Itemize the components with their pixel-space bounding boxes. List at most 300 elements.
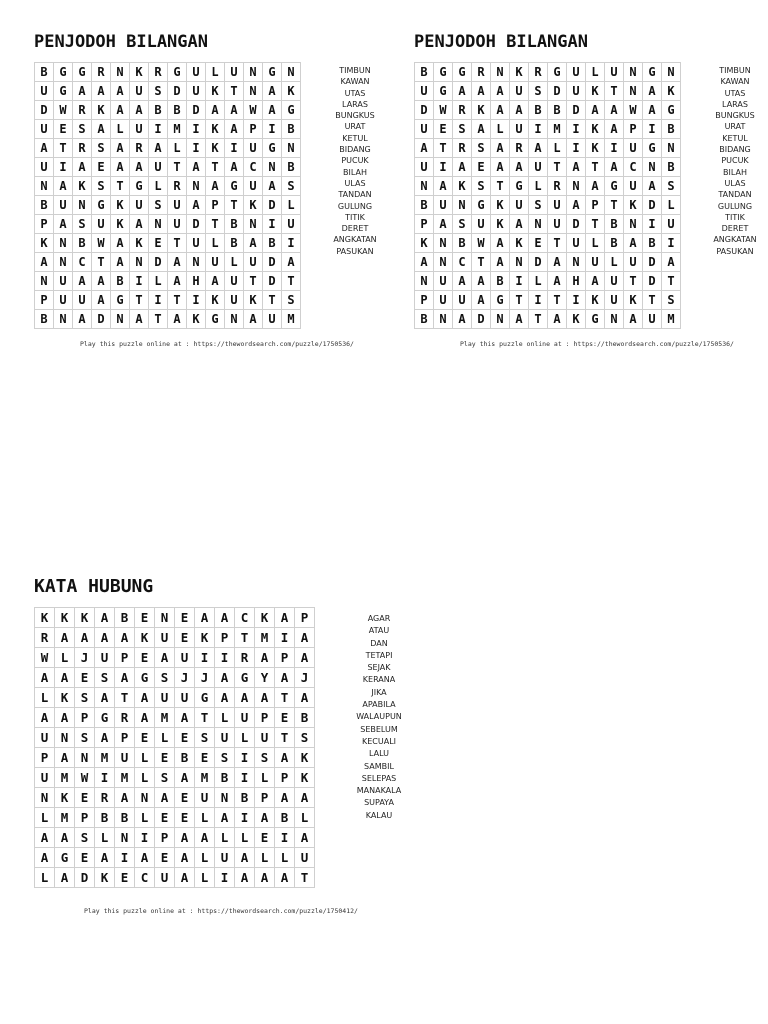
grid-cell[interactable]: E — [115, 868, 135, 888]
grid-cell[interactable]: N — [130, 253, 149, 272]
grid-cell[interactable]: A — [206, 101, 225, 120]
grid-cell[interactable]: R — [73, 101, 92, 120]
grid-cell[interactable]: S — [295, 728, 315, 748]
grid-cell[interactable]: B — [115, 608, 135, 628]
grid-cell[interactable]: U — [73, 291, 92, 310]
grid-cell[interactable]: P — [215, 628, 235, 648]
grid-cell[interactable]: A — [434, 215, 453, 234]
grid-cell[interactable]: I — [643, 215, 662, 234]
grid-cell[interactable]: D — [168, 82, 187, 101]
grid-cell[interactable]: A — [175, 828, 195, 848]
grid-cell[interactable]: B — [662, 120, 681, 139]
grid-cell[interactable]: A — [453, 158, 472, 177]
grid-cell[interactable]: B — [295, 708, 315, 728]
grid-cell[interactable]: P — [295, 608, 315, 628]
grid-cell[interactable]: U — [662, 215, 681, 234]
grid-cell[interactable]: T — [510, 291, 529, 310]
grid-cell[interactable]: G — [195, 688, 215, 708]
grid-cell[interactable]: W — [75, 768, 95, 788]
grid-cell[interactable]: A — [187, 158, 206, 177]
grid-cell[interactable]: U — [244, 139, 263, 158]
grid-cell[interactable]: A — [624, 310, 643, 329]
grid-cell[interactable]: E — [175, 808, 195, 828]
grid-cell[interactable]: K — [662, 82, 681, 101]
grid-cell[interactable]: N — [73, 196, 92, 215]
grid-cell[interactable]: A — [643, 82, 662, 101]
grid-cell[interactable]: E — [529, 234, 548, 253]
grid-cell[interactable]: R — [453, 101, 472, 120]
grid-cell[interactable]: A — [605, 158, 624, 177]
grid-cell[interactable]: A — [510, 310, 529, 329]
grid-cell[interactable]: A — [135, 848, 155, 868]
puzzle-footer-link[interactable]: Play this puzzle online at : https://thewordsearch.com/puzzle/1750536/ — [460, 340, 734, 348]
grid-cell[interactable]: A — [55, 828, 75, 848]
grid-cell[interactable]: U — [54, 291, 73, 310]
grid-cell[interactable]: U — [195, 788, 215, 808]
grid-cell[interactable]: U — [548, 215, 567, 234]
grid-cell[interactable]: B — [263, 234, 282, 253]
grid-cell[interactable]: A — [35, 708, 55, 728]
grid-cell[interactable]: T — [434, 139, 453, 158]
grid-cell[interactable]: I — [95, 768, 115, 788]
grid-cell[interactable]: L — [586, 234, 605, 253]
grid-cell[interactable]: P — [75, 808, 95, 828]
grid-cell[interactable]: G — [206, 310, 225, 329]
grid-cell[interactable]: G — [92, 196, 111, 215]
grid-cell[interactable]: N — [244, 63, 263, 82]
grid-cell[interactable]: G — [586, 310, 605, 329]
grid-cell[interactable]: A — [510, 215, 529, 234]
grid-cell[interactable]: U — [115, 748, 135, 768]
grid-cell[interactable]: P — [155, 828, 175, 848]
grid-cell[interactable]: U — [295, 848, 315, 868]
grid-cell[interactable]: A — [115, 668, 135, 688]
grid-cell[interactable]: S — [75, 688, 95, 708]
grid-cell[interactable]: G — [643, 139, 662, 158]
grid-cell[interactable]: B — [415, 310, 434, 329]
grid-cell[interactable]: A — [472, 82, 491, 101]
grid-cell[interactable]: A — [605, 120, 624, 139]
grid-cell[interactable]: A — [453, 272, 472, 291]
grid-cell[interactable]: A — [225, 101, 244, 120]
grid-cell[interactable]: W — [472, 234, 491, 253]
grid-cell[interactable]: K — [187, 310, 206, 329]
grid-cell[interactable]: E — [75, 788, 95, 808]
grid-cell[interactable]: A — [586, 272, 605, 291]
grid-cell[interactable]: L — [206, 234, 225, 253]
grid-cell[interactable]: A — [548, 253, 567, 272]
grid-cell[interactable]: W — [624, 101, 643, 120]
grid-cell[interactable]: T — [263, 291, 282, 310]
grid-cell[interactable]: A — [155, 788, 175, 808]
grid-cell[interactable]: N — [225, 310, 244, 329]
grid-cell[interactable]: G — [434, 63, 453, 82]
grid-cell[interactable]: I — [225, 139, 244, 158]
grid-cell[interactable]: K — [75, 608, 95, 628]
grid-cell[interactable]: D — [643, 196, 662, 215]
grid-cell[interactable]: A — [111, 101, 130, 120]
grid-cell[interactable]: A — [35, 253, 54, 272]
grid-cell[interactable]: T — [548, 234, 567, 253]
grid-cell[interactable]: K — [472, 101, 491, 120]
grid-cell[interactable]: W — [54, 101, 73, 120]
grid-cell[interactable]: K — [55, 688, 75, 708]
grid-cell[interactable]: T — [586, 215, 605, 234]
grid-cell[interactable]: K — [415, 234, 434, 253]
grid-cell[interactable]: T — [605, 196, 624, 215]
grid-cell[interactable]: B — [491, 272, 510, 291]
grid-cell[interactable]: L — [548, 139, 567, 158]
grid-cell[interactable]: I — [195, 648, 215, 668]
grid-cell[interactable]: A — [255, 688, 275, 708]
grid-cell[interactable]: N — [624, 63, 643, 82]
grid-cell[interactable]: P — [415, 215, 434, 234]
grid-cell[interactable]: T — [275, 728, 295, 748]
grid-cell[interactable]: A — [624, 234, 643, 253]
grid-cell[interactable]: B — [73, 234, 92, 253]
grid-cell[interactable]: K — [92, 101, 111, 120]
grid-cell[interactable]: J — [295, 668, 315, 688]
grid-cell[interactable]: J — [75, 648, 95, 668]
grid-cell[interactable]: M — [548, 120, 567, 139]
grid-cell[interactable]: A — [491, 253, 510, 272]
grid-cell[interactable]: S — [149, 82, 168, 101]
grid-cell[interactable]: A — [567, 158, 586, 177]
grid-cell[interactable]: U — [255, 728, 275, 748]
grid-cell[interactable]: U — [130, 120, 149, 139]
grid-cell[interactable]: N — [54, 253, 73, 272]
grid-cell[interactable]: A — [168, 310, 187, 329]
grid-cell[interactable]: S — [662, 177, 681, 196]
grid-cell[interactable]: T — [168, 158, 187, 177]
grid-cell[interactable]: U — [225, 272, 244, 291]
grid-cell[interactable]: U — [54, 196, 73, 215]
grid-cell[interactable]: T — [295, 868, 315, 888]
grid-cell[interactable]: I — [235, 748, 255, 768]
grid-cell[interactable]: K — [586, 291, 605, 310]
grid-cell[interactable]: R — [472, 63, 491, 82]
grid-cell[interactable]: S — [155, 668, 175, 688]
grid-cell[interactable]: A — [275, 668, 295, 688]
grid-cell[interactable]: K — [624, 291, 643, 310]
grid-cell[interactable]: U — [155, 628, 175, 648]
grid-cell[interactable]: M — [55, 808, 75, 828]
grid-cell[interactable]: N — [282, 63, 301, 82]
grid-cell[interactable]: A — [491, 234, 510, 253]
grid-cell[interactable]: K — [55, 608, 75, 628]
grid-cell[interactable]: K — [195, 628, 215, 648]
grid-cell[interactable]: A — [235, 868, 255, 888]
grid-cell[interactable]: G — [263, 139, 282, 158]
grid-cell[interactable]: I — [275, 828, 295, 848]
grid-cell[interactable]: K — [586, 120, 605, 139]
grid-cell[interactable]: C — [244, 158, 263, 177]
grid-cell[interactable]: M — [255, 628, 275, 648]
grid-cell[interactable]: S — [453, 215, 472, 234]
grid-cell[interactable]: P — [244, 120, 263, 139]
grid-cell[interactable]: A — [111, 158, 130, 177]
grid-cell[interactable]: T — [130, 291, 149, 310]
grid-cell[interactable]: B — [282, 120, 301, 139]
grid-cell[interactable]: L — [206, 63, 225, 82]
grid-cell[interactable]: A — [255, 808, 275, 828]
grid-cell[interactable]: T — [115, 688, 135, 708]
grid-cell[interactable]: P — [115, 648, 135, 668]
grid-cell[interactable]: A — [149, 139, 168, 158]
grid-cell[interactable]: G — [130, 177, 149, 196]
grid-cell[interactable]: A — [453, 82, 472, 101]
grid-cell[interactable]: U — [586, 253, 605, 272]
grid-cell[interactable]: N — [35, 272, 54, 291]
grid-cell[interactable]: A — [95, 688, 115, 708]
grid-cell[interactable]: L — [95, 828, 115, 848]
grid-cell[interactable]: A — [55, 668, 75, 688]
grid-cell[interactable]: D — [75, 868, 95, 888]
grid-cell[interactable]: N — [35, 788, 55, 808]
grid-cell[interactable]: T — [149, 310, 168, 329]
grid-cell[interactable]: A — [235, 688, 255, 708]
grid-cell[interactable]: T — [548, 158, 567, 177]
grid-cell[interactable]: N — [624, 215, 643, 234]
grid-cell[interactable]: B — [175, 748, 195, 768]
grid-cell[interactable]: K — [282, 82, 301, 101]
grid-cell[interactable]: T — [529, 310, 548, 329]
grid-cell[interactable]: N — [643, 158, 662, 177]
grid-cell[interactable]: B — [662, 158, 681, 177]
grid-cell[interactable]: A — [55, 868, 75, 888]
grid-cell[interactable]: A — [111, 234, 130, 253]
grid-cell[interactable]: C — [453, 253, 472, 272]
grid-cell[interactable]: N — [55, 728, 75, 748]
grid-cell[interactable]: A — [275, 788, 295, 808]
grid-cell[interactable]: N — [263, 158, 282, 177]
grid-cell[interactable]: A — [215, 688, 235, 708]
grid-cell[interactable]: E — [155, 748, 175, 768]
grid-cell[interactable]: S — [282, 291, 301, 310]
grid-cell[interactable]: B — [35, 63, 54, 82]
grid-cell[interactable]: A — [548, 310, 567, 329]
grid-cell[interactable]: M — [662, 310, 681, 329]
grid-cell[interactable]: S — [75, 728, 95, 748]
grid-cell[interactable]: A — [35, 139, 54, 158]
grid-cell[interactable]: A — [472, 272, 491, 291]
grid-cell[interactable]: T — [624, 272, 643, 291]
grid-cell[interactable]: A — [491, 82, 510, 101]
grid-cell[interactable]: E — [155, 808, 175, 828]
grid-cell[interactable]: K — [567, 310, 586, 329]
grid-cell[interactable]: U — [643, 310, 662, 329]
grid-cell[interactable]: A — [244, 310, 263, 329]
grid-cell[interactable]: A — [175, 708, 195, 728]
grid-cell[interactable]: R — [453, 139, 472, 158]
grid-cell[interactable]: C — [235, 608, 255, 628]
grid-cell[interactable]: U — [187, 63, 206, 82]
grid-cell[interactable]: L — [55, 648, 75, 668]
grid-cell[interactable]: D — [263, 253, 282, 272]
grid-cell[interactable]: U — [95, 648, 115, 668]
grid-cell[interactable]: G — [510, 177, 529, 196]
grid-cell[interactable]: A — [275, 868, 295, 888]
grid-cell[interactable]: R — [149, 63, 168, 82]
grid-cell[interactable]: U — [415, 158, 434, 177]
grid-cell[interactable]: I — [275, 628, 295, 648]
grid-cell[interactable]: A — [95, 728, 115, 748]
grid-cell[interactable]: I — [235, 808, 255, 828]
grid-cell[interactable]: R — [548, 177, 567, 196]
grid-cell[interactable]: A — [643, 177, 662, 196]
grid-cell[interactable]: G — [662, 101, 681, 120]
grid-cell[interactable]: L — [195, 868, 215, 888]
grid-cell[interactable]: D — [92, 310, 111, 329]
grid-cell[interactable]: A — [225, 158, 244, 177]
grid-cell[interactable]: B — [548, 101, 567, 120]
grid-cell[interactable]: U — [35, 120, 54, 139]
grid-cell[interactable]: A — [115, 628, 135, 648]
grid-cell[interactable]: I — [235, 768, 255, 788]
grid-cell[interactable]: K — [73, 177, 92, 196]
grid-cell[interactable]: I — [54, 158, 73, 177]
grid-cell[interactable]: A — [35, 828, 55, 848]
grid-cell[interactable]: B — [529, 101, 548, 120]
grid-cell[interactable]: L — [491, 120, 510, 139]
grid-cell[interactable]: D — [529, 253, 548, 272]
grid-cell[interactable]: A — [263, 101, 282, 120]
grid-cell[interactable]: L — [111, 120, 130, 139]
grid-cell[interactable]: A — [115, 788, 135, 808]
grid-cell[interactable]: P — [115, 728, 135, 748]
grid-cell[interactable]: R — [92, 63, 111, 82]
grid-cell[interactable]: S — [195, 728, 215, 748]
grid-cell[interactable]: M — [55, 768, 75, 788]
grid-cell[interactable]: T — [111, 177, 130, 196]
grid-cell[interactable]: U — [215, 848, 235, 868]
grid-cell[interactable]: G — [548, 63, 567, 82]
puzzle-footer-link[interactable]: Play this puzzle online at : https://thewordsearch.com/puzzle/1750412/ — [84, 907, 358, 915]
grid-cell[interactable]: A — [491, 139, 510, 158]
grid-cell[interactable]: P — [275, 768, 295, 788]
grid-cell[interactable]: P — [75, 708, 95, 728]
grid-cell[interactable]: P — [275, 648, 295, 668]
grid-cell[interactable]: A — [54, 215, 73, 234]
grid-cell[interactable]: S — [215, 748, 235, 768]
grid-cell[interactable]: W — [244, 101, 263, 120]
grid-cell[interactable]: K — [130, 63, 149, 82]
grid-cell[interactable]: A — [168, 272, 187, 291]
grid-cell[interactable]: N — [491, 310, 510, 329]
grid-cell[interactable]: S — [92, 177, 111, 196]
grid-cell[interactable]: I — [135, 828, 155, 848]
grid-cell[interactable]: N — [111, 63, 130, 82]
grid-cell[interactable]: G — [282, 101, 301, 120]
grid-cell[interactable]: B — [35, 196, 54, 215]
grid-cell[interactable]: T — [643, 291, 662, 310]
grid-cell[interactable]: M — [168, 120, 187, 139]
grid-cell[interactable]: L — [275, 848, 295, 868]
grid-cell[interactable]: B — [605, 215, 624, 234]
grid-cell[interactable]: A — [206, 272, 225, 291]
grid-cell[interactable]: P — [586, 196, 605, 215]
grid-cell[interactable]: E — [54, 120, 73, 139]
grid-cell[interactable]: A — [295, 828, 315, 848]
grid-cell[interactable]: T — [225, 196, 244, 215]
grid-cell[interactable]: G — [168, 63, 187, 82]
grid-cell[interactable]: A — [529, 139, 548, 158]
grid-cell[interactable]: U — [567, 63, 586, 82]
grid-cell[interactable]: I — [130, 272, 149, 291]
grid-cell[interactable]: N — [282, 139, 301, 158]
grid-cell[interactable]: W — [35, 648, 55, 668]
grid-cell[interactable]: T — [54, 139, 73, 158]
grid-cell[interactable]: I — [510, 272, 529, 291]
grid-cell[interactable]: U — [215, 728, 235, 748]
grid-cell[interactable]: L — [168, 139, 187, 158]
grid-cell[interactable]: A — [415, 253, 434, 272]
grid-cell[interactable]: A — [295, 648, 315, 668]
grid-cell[interactable]: A — [95, 848, 115, 868]
grid-cell[interactable]: A — [548, 272, 567, 291]
grid-cell[interactable]: A — [263, 177, 282, 196]
grid-cell[interactable]: G — [73, 63, 92, 82]
grid-cell[interactable]: C — [624, 158, 643, 177]
grid-cell[interactable]: S — [282, 177, 301, 196]
grid-cell[interactable]: B — [35, 310, 54, 329]
grid-cell[interactable]: N — [54, 234, 73, 253]
grid-cell[interactable]: A — [662, 253, 681, 272]
grid-cell[interactable]: U — [225, 291, 244, 310]
grid-cell[interactable]: L — [255, 848, 275, 868]
grid-cell[interactable]: S — [662, 291, 681, 310]
grid-cell[interactable]: I — [434, 158, 453, 177]
grid-cell[interactable]: A — [135, 688, 155, 708]
grid-cell[interactable]: L — [295, 808, 315, 828]
grid-cell[interactable]: U — [35, 768, 55, 788]
grid-cell[interactable]: S — [529, 82, 548, 101]
grid-cell[interactable]: I — [149, 291, 168, 310]
grid-cell[interactable]: U — [235, 708, 255, 728]
grid-cell[interactable]: G — [263, 63, 282, 82]
grid-cell[interactable]: D — [187, 101, 206, 120]
grid-cell[interactable]: N — [135, 788, 155, 808]
grid-cell[interactable]: A — [73, 82, 92, 101]
grid-cell[interactable]: K — [206, 120, 225, 139]
grid-cell[interactable]: U — [130, 196, 149, 215]
grid-cell[interactable]: A — [215, 668, 235, 688]
grid-cell[interactable]: T — [168, 234, 187, 253]
grid-cell[interactable]: D — [149, 253, 168, 272]
grid-cell[interactable]: G — [135, 668, 155, 688]
grid-cell[interactable]: K — [586, 82, 605, 101]
grid-cell[interactable]: D — [567, 101, 586, 120]
grid-cell[interactable]: A — [643, 101, 662, 120]
grid-cell[interactable]: U — [35, 82, 54, 101]
grid-cell[interactable]: S — [472, 139, 491, 158]
grid-cell[interactable]: S — [73, 120, 92, 139]
grid-cell[interactable]: K — [35, 608, 55, 628]
grid-cell[interactable]: A — [130, 158, 149, 177]
grid-cell[interactable]: L — [35, 688, 55, 708]
grid-cell[interactable]: T — [586, 158, 605, 177]
grid-cell[interactable]: E — [149, 234, 168, 253]
grid-cell[interactable]: A — [75, 628, 95, 648]
grid-cell[interactable]: B — [225, 215, 244, 234]
grid-cell[interactable]: D — [567, 215, 586, 234]
grid-cell[interactable]: M — [95, 748, 115, 768]
grid-cell[interactable]: L — [225, 253, 244, 272]
grid-cell[interactable]: K — [206, 82, 225, 101]
grid-cell[interactable]: D — [35, 101, 54, 120]
grid-cell[interactable]: A — [168, 253, 187, 272]
grid-cell[interactable]: L — [155, 728, 175, 748]
